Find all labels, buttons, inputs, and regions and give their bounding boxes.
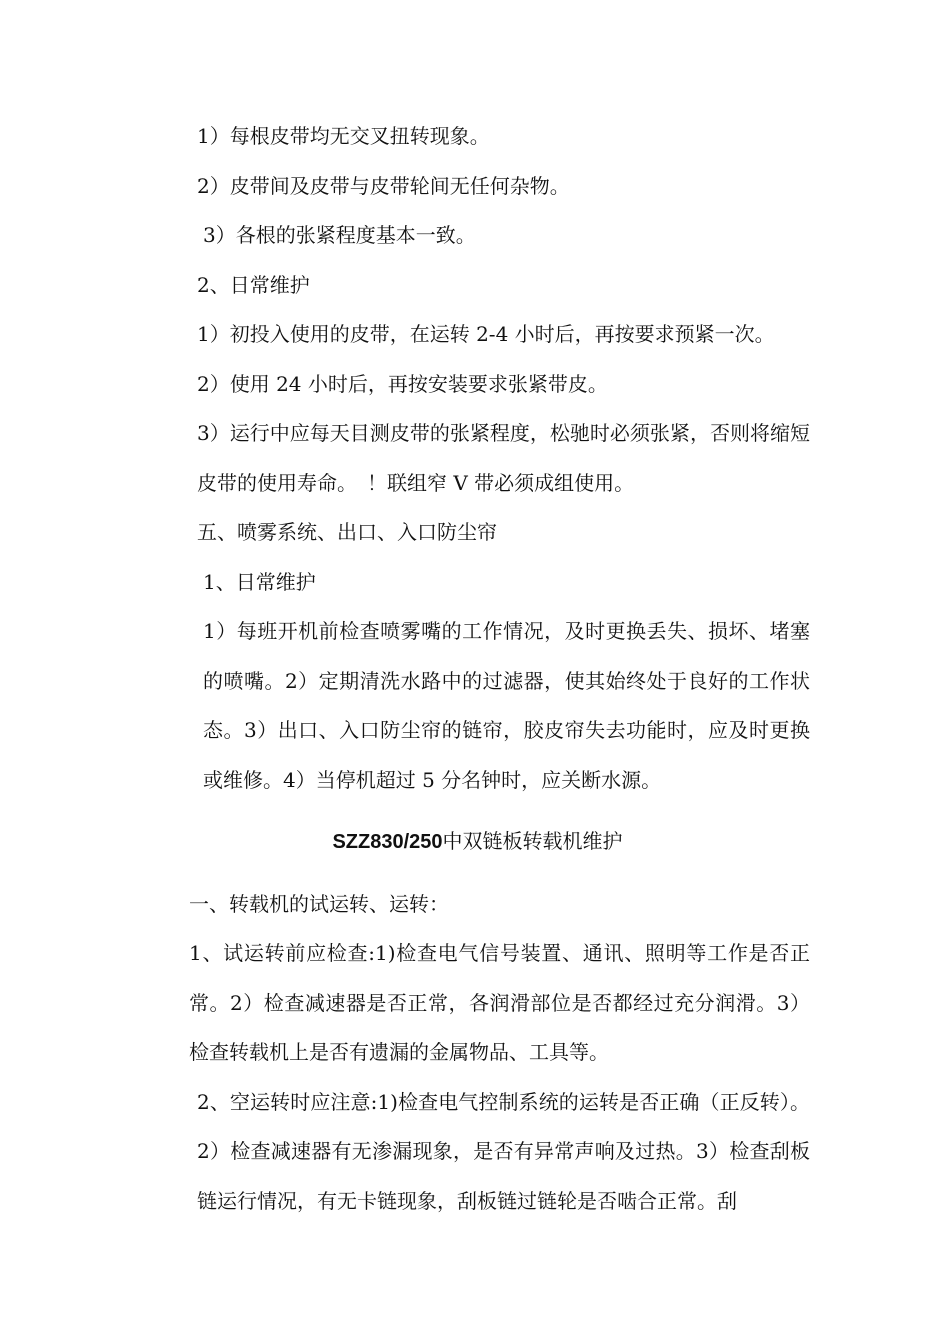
paragraph-spray-maintenance: 1）每班开机前检查喷雾嘴的工作情况，及时更换丢失、损坏、堵塞的喷嘴。2）定期清洗水路中的过滤器，使其始终处于良好的工作状态。3）出口、入口防尘帘的链帘，胶皮帘失去功能时，应及时更换或维修。4）当停机超过 5 分名钟时，应关断水源。 — [203, 619, 810, 792]
spacer — [145, 805, 810, 817]
paragraph-pre-tension: 1）初投入使用的皮带，在运转 2-4 小时后，再按要求预紧一次。 — [197, 322, 775, 346]
section-title — [145, 817, 810, 868]
paragraph-pre-trial-check: 1、试运转前应检查:1)检查电气信号装置、通讯、照明等工作是否正常。2）检查减速器是否正常，各润滑部位是否都经过充分润滑。3）检查转载机上是否有遗漏的金属物品、工具等。 — [189, 941, 810, 1064]
paragraph-belt-tension-uniform: 3）各根的张紧程度基本一致。 — [203, 223, 476, 247]
subheading-spray-daily-maintenance: 1、日常维护 — [203, 569, 316, 594]
paragraph-tension-after-24h: 2）使用 24 小时后，再按安装要求张紧带皮。 — [197, 371, 608, 396]
subheading-daily-maintenance: 2、日常维护 — [197, 272, 310, 297]
section-title-model: SZZ830/250 — [332, 831, 443, 853]
section-title-text: 中双链板转载机维护 — [442, 829, 623, 853]
heading-spray-system: 五、喷雾系统、出口、入口防尘帘 — [197, 520, 497, 544]
spacer — [145, 868, 810, 880]
document-body — [145, 112, 810, 1226]
paragraph-idle-run-notes: 2、空运转时应注意:1)检查电气控制系统的运转是否正确（正反转）。2）检查减速器有无渗漏现象，是否有异常声响及过热。3）检查刮板链运行情况，有无卡链现象，刮板链过链轮是否啮合正常。刮 — [197, 1089, 810, 1213]
paragraph-daily-inspection: 3）运行中应每天目测皮带的张紧程度，松驰时必须张紧，否则将缩短皮带的使用寿命。 ！联组窄 V 带必须成组使用。 — [197, 421, 810, 495]
paragraph-belt-no-twist: 1）每根皮带均无交叉扭转现象。 — [197, 124, 490, 148]
paragraph-belt-no-debris: 2）皮带间及皮带与皮带轮间无任何杂物。 — [197, 173, 570, 198]
heading-trial-run: 一、转载机的试运转、运转： — [189, 891, 449, 916]
